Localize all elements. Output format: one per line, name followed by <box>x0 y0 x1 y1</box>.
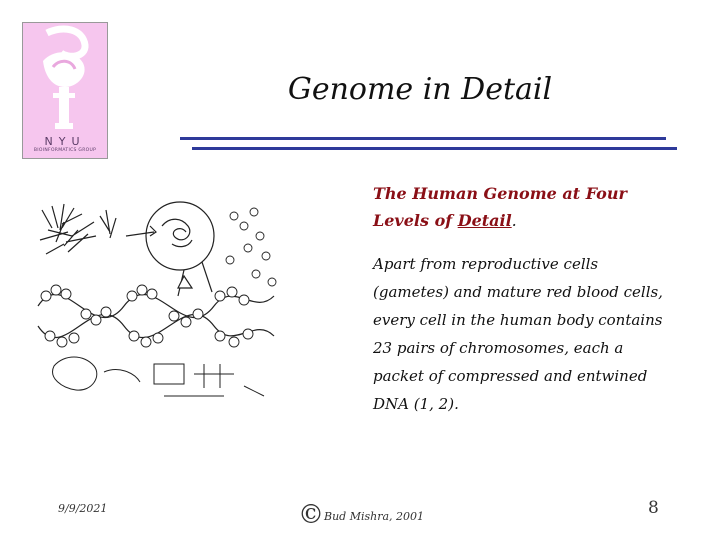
title-underline-bottom <box>192 147 677 150</box>
nyu-logo <box>22 22 108 159</box>
page-number: 8 <box>648 498 659 518</box>
figure-heading <box>373 180 673 234</box>
logo-nyu-text: NYU <box>44 135 86 148</box>
dna-chromosome-illustration <box>34 196 280 416</box>
logo-group-text: BIOINFORMATICS GROUP <box>33 148 97 153</box>
genome-levels-figure <box>34 196 280 416</box>
slide-title: Genome in Detail <box>287 72 553 107</box>
footer-author: Bud Mishra, 2001 <box>324 510 425 523</box>
heading-text: The Human Genome at Four Levels of <box>373 184 627 230</box>
detail-link[interactable]: Detail <box>457 211 512 230</box>
torch-emblem-icon <box>23 23 107 135</box>
footer-date: 9/9/2021 <box>58 502 108 515</box>
footer-copyright <box>298 500 424 530</box>
body-paragraph: Apart from reproductive cells (gametes) and mature red blood cells, every cell in the human body contains 23 pairs of chromosomes, each a packet of compressed and entwined DNA (1, 2). <box>373 255 663 413</box>
copyright-symbol: © <box>298 500 324 530</box>
heading-period: . <box>511 211 517 230</box>
title-underline-top <box>180 137 666 140</box>
